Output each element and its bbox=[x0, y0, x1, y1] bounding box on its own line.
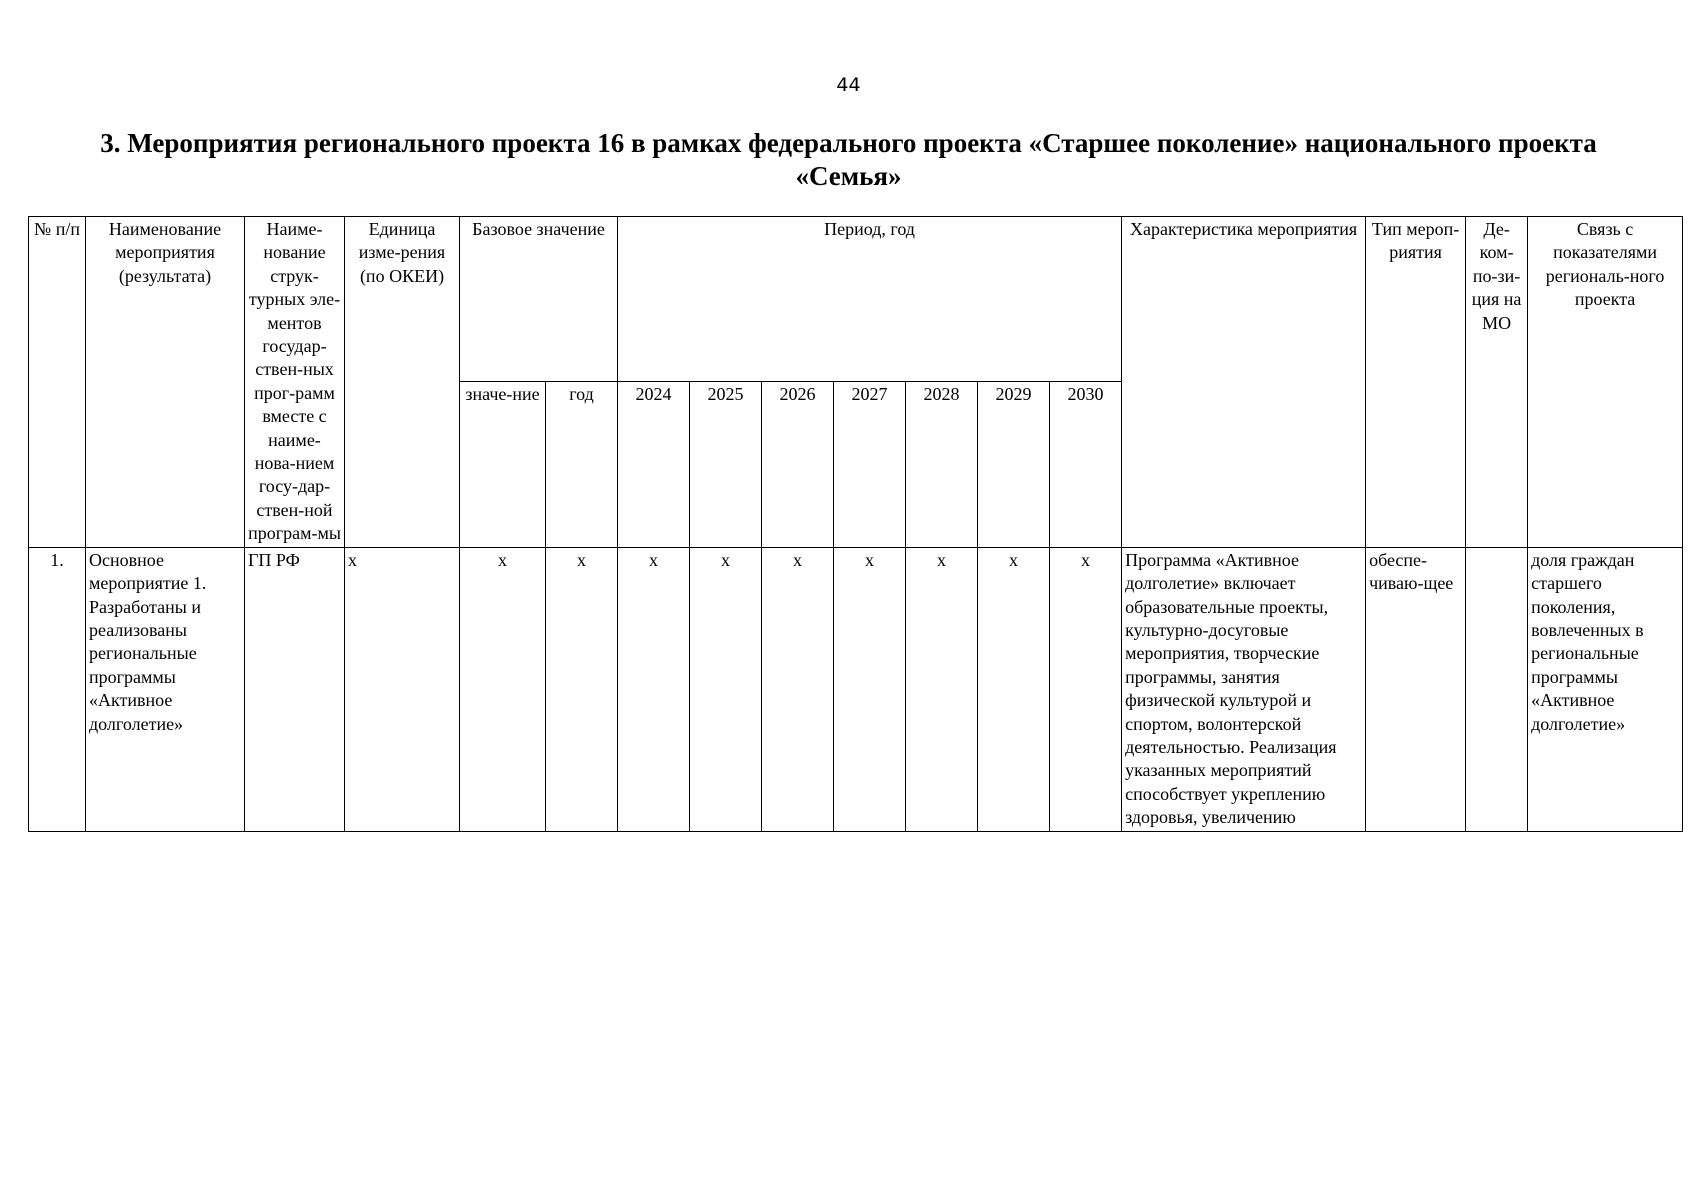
row-unit: х bbox=[345, 547, 460, 831]
header-year: 2024 bbox=[618, 382, 690, 547]
row-struct: ГП РФ bbox=[245, 547, 345, 831]
header-year: 2028 bbox=[906, 382, 978, 547]
header-base: Базовое значение bbox=[460, 217, 618, 382]
header-unit: Единица изме-рения (по ОКЕИ) bbox=[345, 217, 460, 548]
header-characteristic: Характеристика мероприятия bbox=[1122, 217, 1366, 548]
row-year-value: х bbox=[1050, 547, 1122, 831]
header-year: 2026 bbox=[762, 382, 834, 547]
row-type: обеспе-чиваю-щее bbox=[1366, 547, 1466, 831]
row-characteristic: Программа «Активное долголетие» включает образовательные проекты, культурно-досуговые мероприятия, творческие программы, занятия физической культурой и спортом, волонтерской деятельностью. Реализация указанных мероприятий способствует укреплению здоровья, увеличению bbox=[1122, 547, 1366, 831]
row-link: доля граждан старшего поколения, вовлеченных в региональные программы «Активное долголетие» bbox=[1528, 547, 1683, 831]
header-base-value: значе-ние bbox=[460, 382, 546, 547]
activities-table bbox=[28, 216, 1683, 832]
header-type: Тип мероп-риятия bbox=[1366, 217, 1466, 548]
header-year: 2027 bbox=[834, 382, 906, 547]
row-year-value: х bbox=[906, 547, 978, 831]
header-period: Период, год bbox=[618, 217, 1122, 382]
table-row bbox=[29, 547, 1683, 831]
header-year: 2029 bbox=[978, 382, 1050, 547]
row-base-value: х bbox=[460, 547, 546, 831]
row-year-value: х bbox=[618, 547, 690, 831]
header-year: 2025 bbox=[690, 382, 762, 547]
row-year-value: х bbox=[978, 547, 1050, 831]
header-name: Наименование мероприятия (результата) bbox=[86, 217, 245, 548]
header-base-year: год bbox=[546, 382, 618, 547]
header-year: 2030 bbox=[1050, 382, 1122, 547]
row-name: Основное мероприятие 1. Разработаны и реализованы региональные программы «Активное долголетие» bbox=[86, 547, 245, 831]
header-struct: Наиме-нование струк-турных эле-ментов государ-ствен-ных прог-рамм вместе с наиме-нова-нием госу-дар-ствен-ной програм-мы bbox=[245, 217, 345, 548]
header-row-1 bbox=[29, 217, 1683, 382]
row-year-value: х bbox=[762, 547, 834, 831]
row-base-year: х bbox=[546, 547, 618, 831]
row-year-value: х bbox=[690, 547, 762, 831]
row-num: 1. bbox=[29, 547, 86, 831]
header-num: № п/п bbox=[29, 217, 86, 548]
page-number: 44 bbox=[836, 74, 861, 96]
header-decomp: Де-ком-по-зи-ция на МО bbox=[1466, 217, 1528, 548]
header-link: Связь с показателями региональ-ного проекта bbox=[1528, 217, 1683, 548]
row-decomp bbox=[1466, 547, 1528, 831]
row-year-value: х bbox=[834, 547, 906, 831]
section-title: 3. Мероприятия регионального проекта 16 в рамках федерального проекта «Старшее поколение» национального проекта «Семья» bbox=[100, 128, 1597, 191]
